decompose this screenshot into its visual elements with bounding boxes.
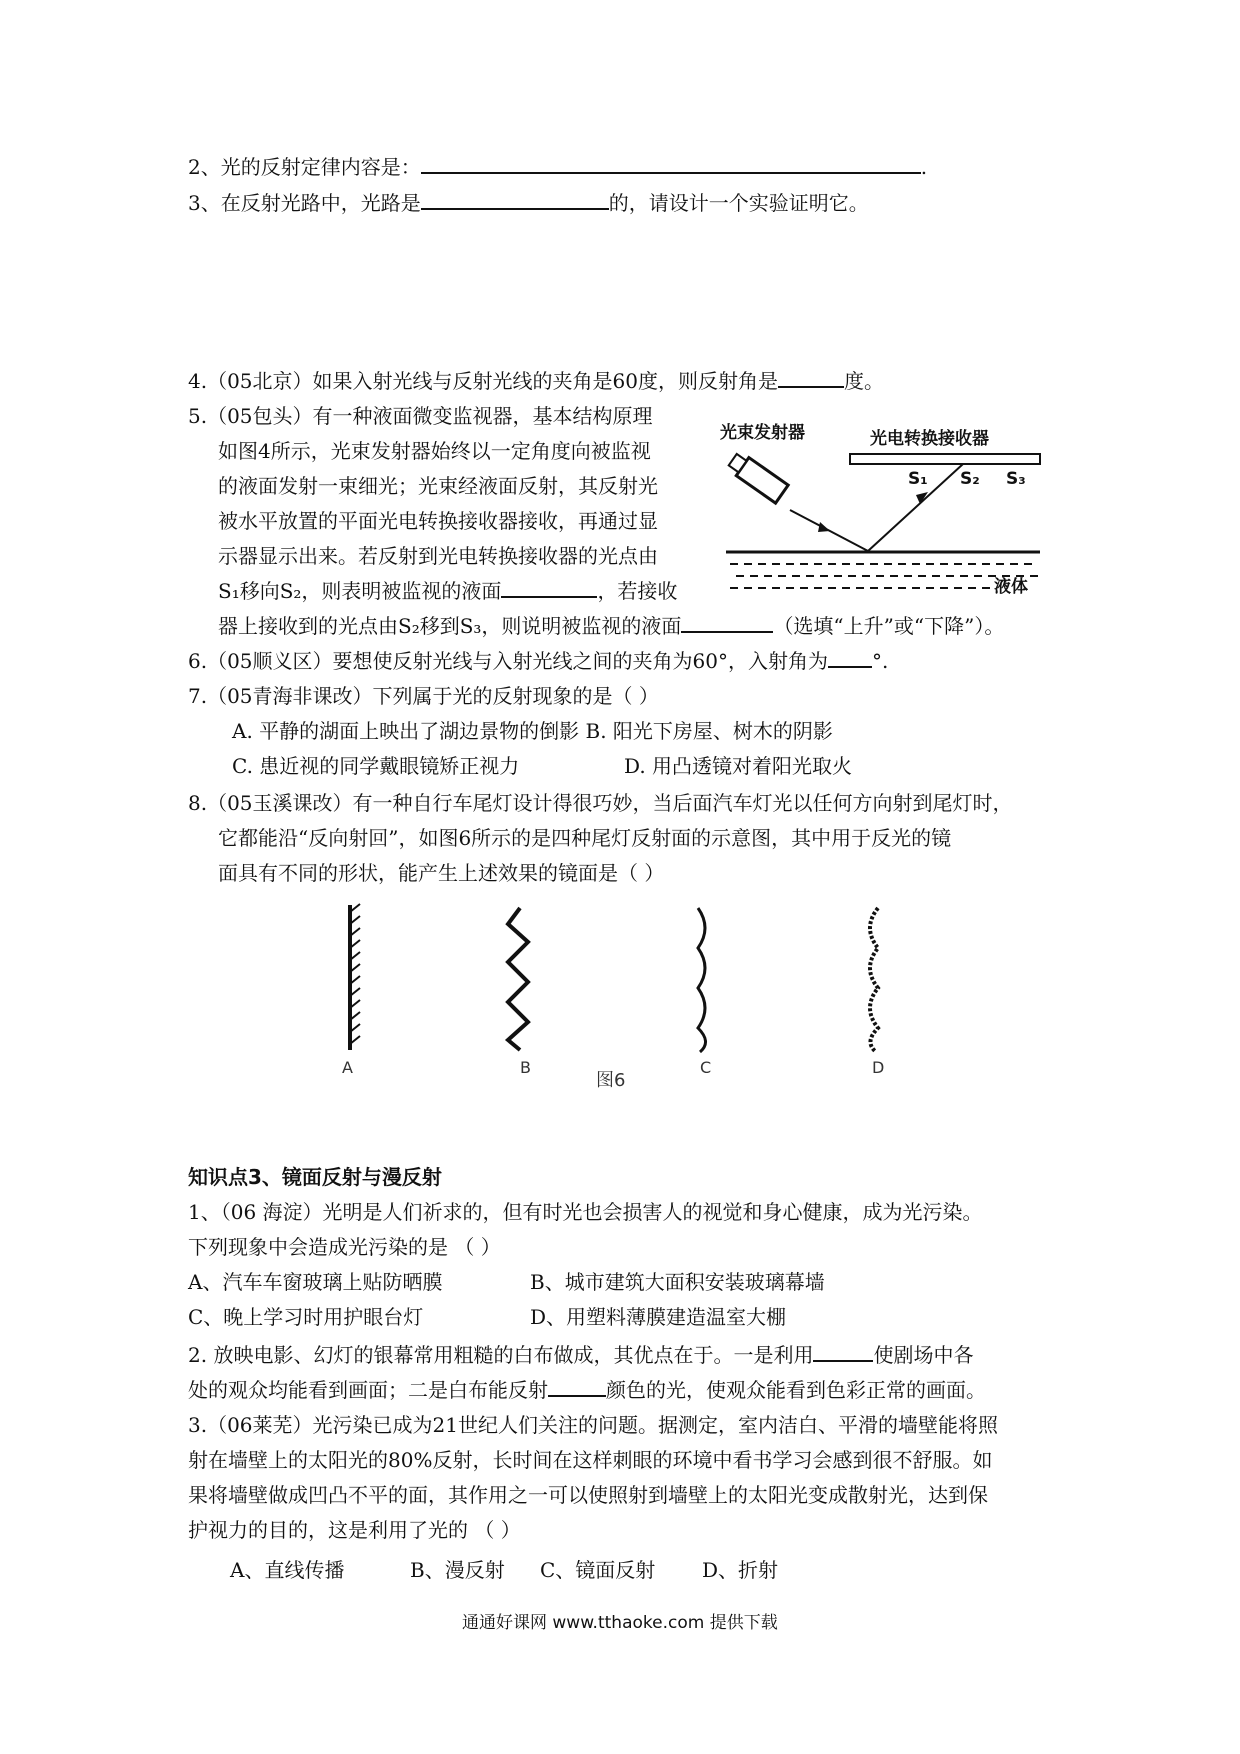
k3-question-2-line-1 (188, 1340, 973, 1370)
question-5-line-4: 被水平放置的平面光电转换接收器接收，再通过显 (218, 509, 658, 533)
question-7-stem: 7.（05青海非课改）下列属于光的反射现象的是（ ） (188, 684, 659, 708)
footer-credit: 通通好课网 www.tthaoke.com 提供下载 (462, 1613, 778, 1633)
k3-question-3-line-1: 3.（06莱芜）光污染已成为21世纪人们关注的问题。据测定，室内洁白、平滑的墙壁能将照 (188, 1413, 998, 1437)
question-5-line-1: 5.（05包头）有一种液面微变监视器，基本结构原理 (188, 404, 653, 428)
question-4 (188, 366, 884, 396)
k3-question-3-line-4: 护视力的目的，这是利用了光的 （ ） (188, 1518, 521, 1542)
figure-6-label-d: D (872, 1058, 885, 1077)
question-4-post: 度。 (843, 369, 884, 393)
mirror-a-flat (350, 904, 360, 1050)
k3-question-2-line-2b: 颜色的光，使观众能看到色彩正常的画面。 (606, 1378, 986, 1402)
point-s3-label: S₃ (1006, 469, 1026, 489)
liquid-monitor-diagram (720, 410, 1060, 610)
answer-blank (828, 646, 872, 668)
question-6-pre: 6.（05顺义区）要想使反射光线与入射光线之间的夹角为60°，入射角为 (188, 649, 828, 673)
k3-question-2-line-1b: 使剧场中各 (873, 1343, 974, 1367)
mirror-b-zigzag (508, 908, 528, 1050)
answer-blank (421, 152, 921, 174)
k3-question-3-option-c: C、镜面反射 (540, 1558, 656, 1582)
answer-blank (501, 576, 597, 598)
k3-question-1-option-b: B、城市建筑大面积安装玻璃幕墙 (530, 1270, 825, 1294)
question-7-option-d: D. 用凸透镜对着阳光取火 (624, 754, 853, 778)
answer-blank (421, 188, 609, 210)
figure-6-mirrors (330, 900, 920, 1060)
liquid-body (730, 564, 1038, 588)
k3-question-1-option-a: A、汽车车窗玻璃上贴防晒膜 (188, 1270, 443, 1294)
figure-6-label-c: C (700, 1058, 712, 1077)
answer-blank (681, 611, 773, 633)
liquid-label: 液体 (994, 577, 1028, 597)
question-3 (188, 188, 869, 218)
mirror-d-convex (870, 908, 878, 1052)
figure-6-label-a: A (342, 1058, 353, 1077)
question-3-pre: 3、在反射光路中，光路是 (188, 191, 421, 215)
question-8-line-3: 面具有不同的形状，能产生上述效果的镜面是（ ） (218, 861, 665, 885)
question-5-line-6b: ，若接收 (597, 579, 678, 603)
question-6-post: °. (871, 649, 889, 673)
k3-question-3-option-b: B、漫反射 (410, 1558, 505, 1582)
question-5-line-2: 如图4所示，光束发射器始终以一定角度向被监视 (218, 439, 651, 463)
question-2 (188, 152, 927, 182)
mirror-c-concave (698, 908, 706, 1052)
k3-question-1-option-d: D、用塑料薄膜建造温室大棚 (530, 1305, 787, 1329)
k3-question-3-line-2: 射在墙壁上的太阳光的80%反射，长时间在这样刺眼的环境中看书学习会感到很不舒服。如 (188, 1448, 993, 1472)
receiver-label: 光电转换接收器 (870, 429, 989, 449)
answer-blank (548, 1375, 606, 1397)
emitter-icon (726, 451, 788, 503)
k3-question-2-line-1a: 2. 放映电影、幻灯的银幕常用粗糙的白布做成，其优点在于。一是利用 (188, 1343, 814, 1367)
section-heading: 知识点3、镜面反射与漫反射 (188, 1165, 442, 1189)
k3-question-3-option-d: D、折射 (702, 1558, 779, 1582)
k3-question-1-option-c: C、晚上学习时用护眼台灯 (188, 1305, 424, 1329)
k3-question-3-line-3: 果将墙壁做成凹凸不平的面，其作用之一可以使照射到墙壁上的太阳光变成散射光，达到保 (188, 1483, 988, 1507)
question-2-end: . (920, 155, 928, 179)
emitter-label: 光束发射器 (720, 423, 805, 443)
k3-question-1-line-1: 1、（06 海淀）光明是人们祈求的，但有时光也会损害人的视觉和身心健康，成为光污染。 (188, 1200, 983, 1224)
point-s1-label: S₁ (908, 469, 928, 489)
k3-question-1-line-2: 下列现象中会造成光污染的是 （ ） (188, 1235, 501, 1259)
question-5-line-7a: 器上接收到的光点由S₂移到S₃，则说明被监视的液面 (218, 614, 682, 638)
question-6 (188, 646, 888, 676)
answer-blank (813, 1340, 873, 1362)
question-5-line-7b: （选填“上升”或“下降”）。 (773, 614, 1005, 638)
figure-6-caption: 图6 (596, 1070, 626, 1091)
question-7-option-c: C. 患近视的同学戴眼镜矫正视力 (232, 754, 520, 778)
receiver-bar (850, 454, 1040, 464)
answer-blank (778, 366, 844, 388)
question-5-line-6 (218, 576, 677, 606)
question-2-text: 2、光的反射定律内容是： (188, 155, 421, 179)
question-7-option-ab: A. 平静的湖面上映出了湖边景物的倒影 B. 阳光下房屋、树木的阴影 (232, 719, 833, 743)
question-5-line-5: 示器显示出来。若反射到光电转换接收器的光点由 (218, 544, 658, 568)
k3-question-3-option-a: A、直线传播 (230, 1558, 345, 1582)
question-5-line-7 (218, 611, 1004, 641)
k3-question-2-line-2a: 处的观众均能看到画面；二是白布能反射 (188, 1378, 548, 1402)
point-s2-label: S₂ (960, 469, 980, 489)
question-5-line-6a: S₁移向S₂，则表明被监视的液面 (218, 579, 502, 603)
arrow-icon (818, 522, 830, 532)
question-8-line-1: 8.（05玉溪课改）有一种自行车尾灯设计得很巧妙，当后面汽车灯光以任何方向射到尾灯时， (188, 791, 1013, 815)
k3-question-2-line-2 (188, 1375, 986, 1405)
question-8-line-2: 它都能沿“反向射回”，如图6所示的是四种尾灯反射面的示意图，其中用于反光的镜 (218, 826, 952, 850)
question-4-pre: 4.（05北京）如果入射光线与反射光线的夹角是60度，则反射角是 (188, 369, 778, 393)
question-3-post: 的，请设计一个实验证明它。 (608, 191, 869, 215)
question-5-line-3: 的液面发射一束细光；光束经液面反射，其反射光 (218, 474, 658, 498)
figure-6-label-b: B (520, 1058, 531, 1077)
